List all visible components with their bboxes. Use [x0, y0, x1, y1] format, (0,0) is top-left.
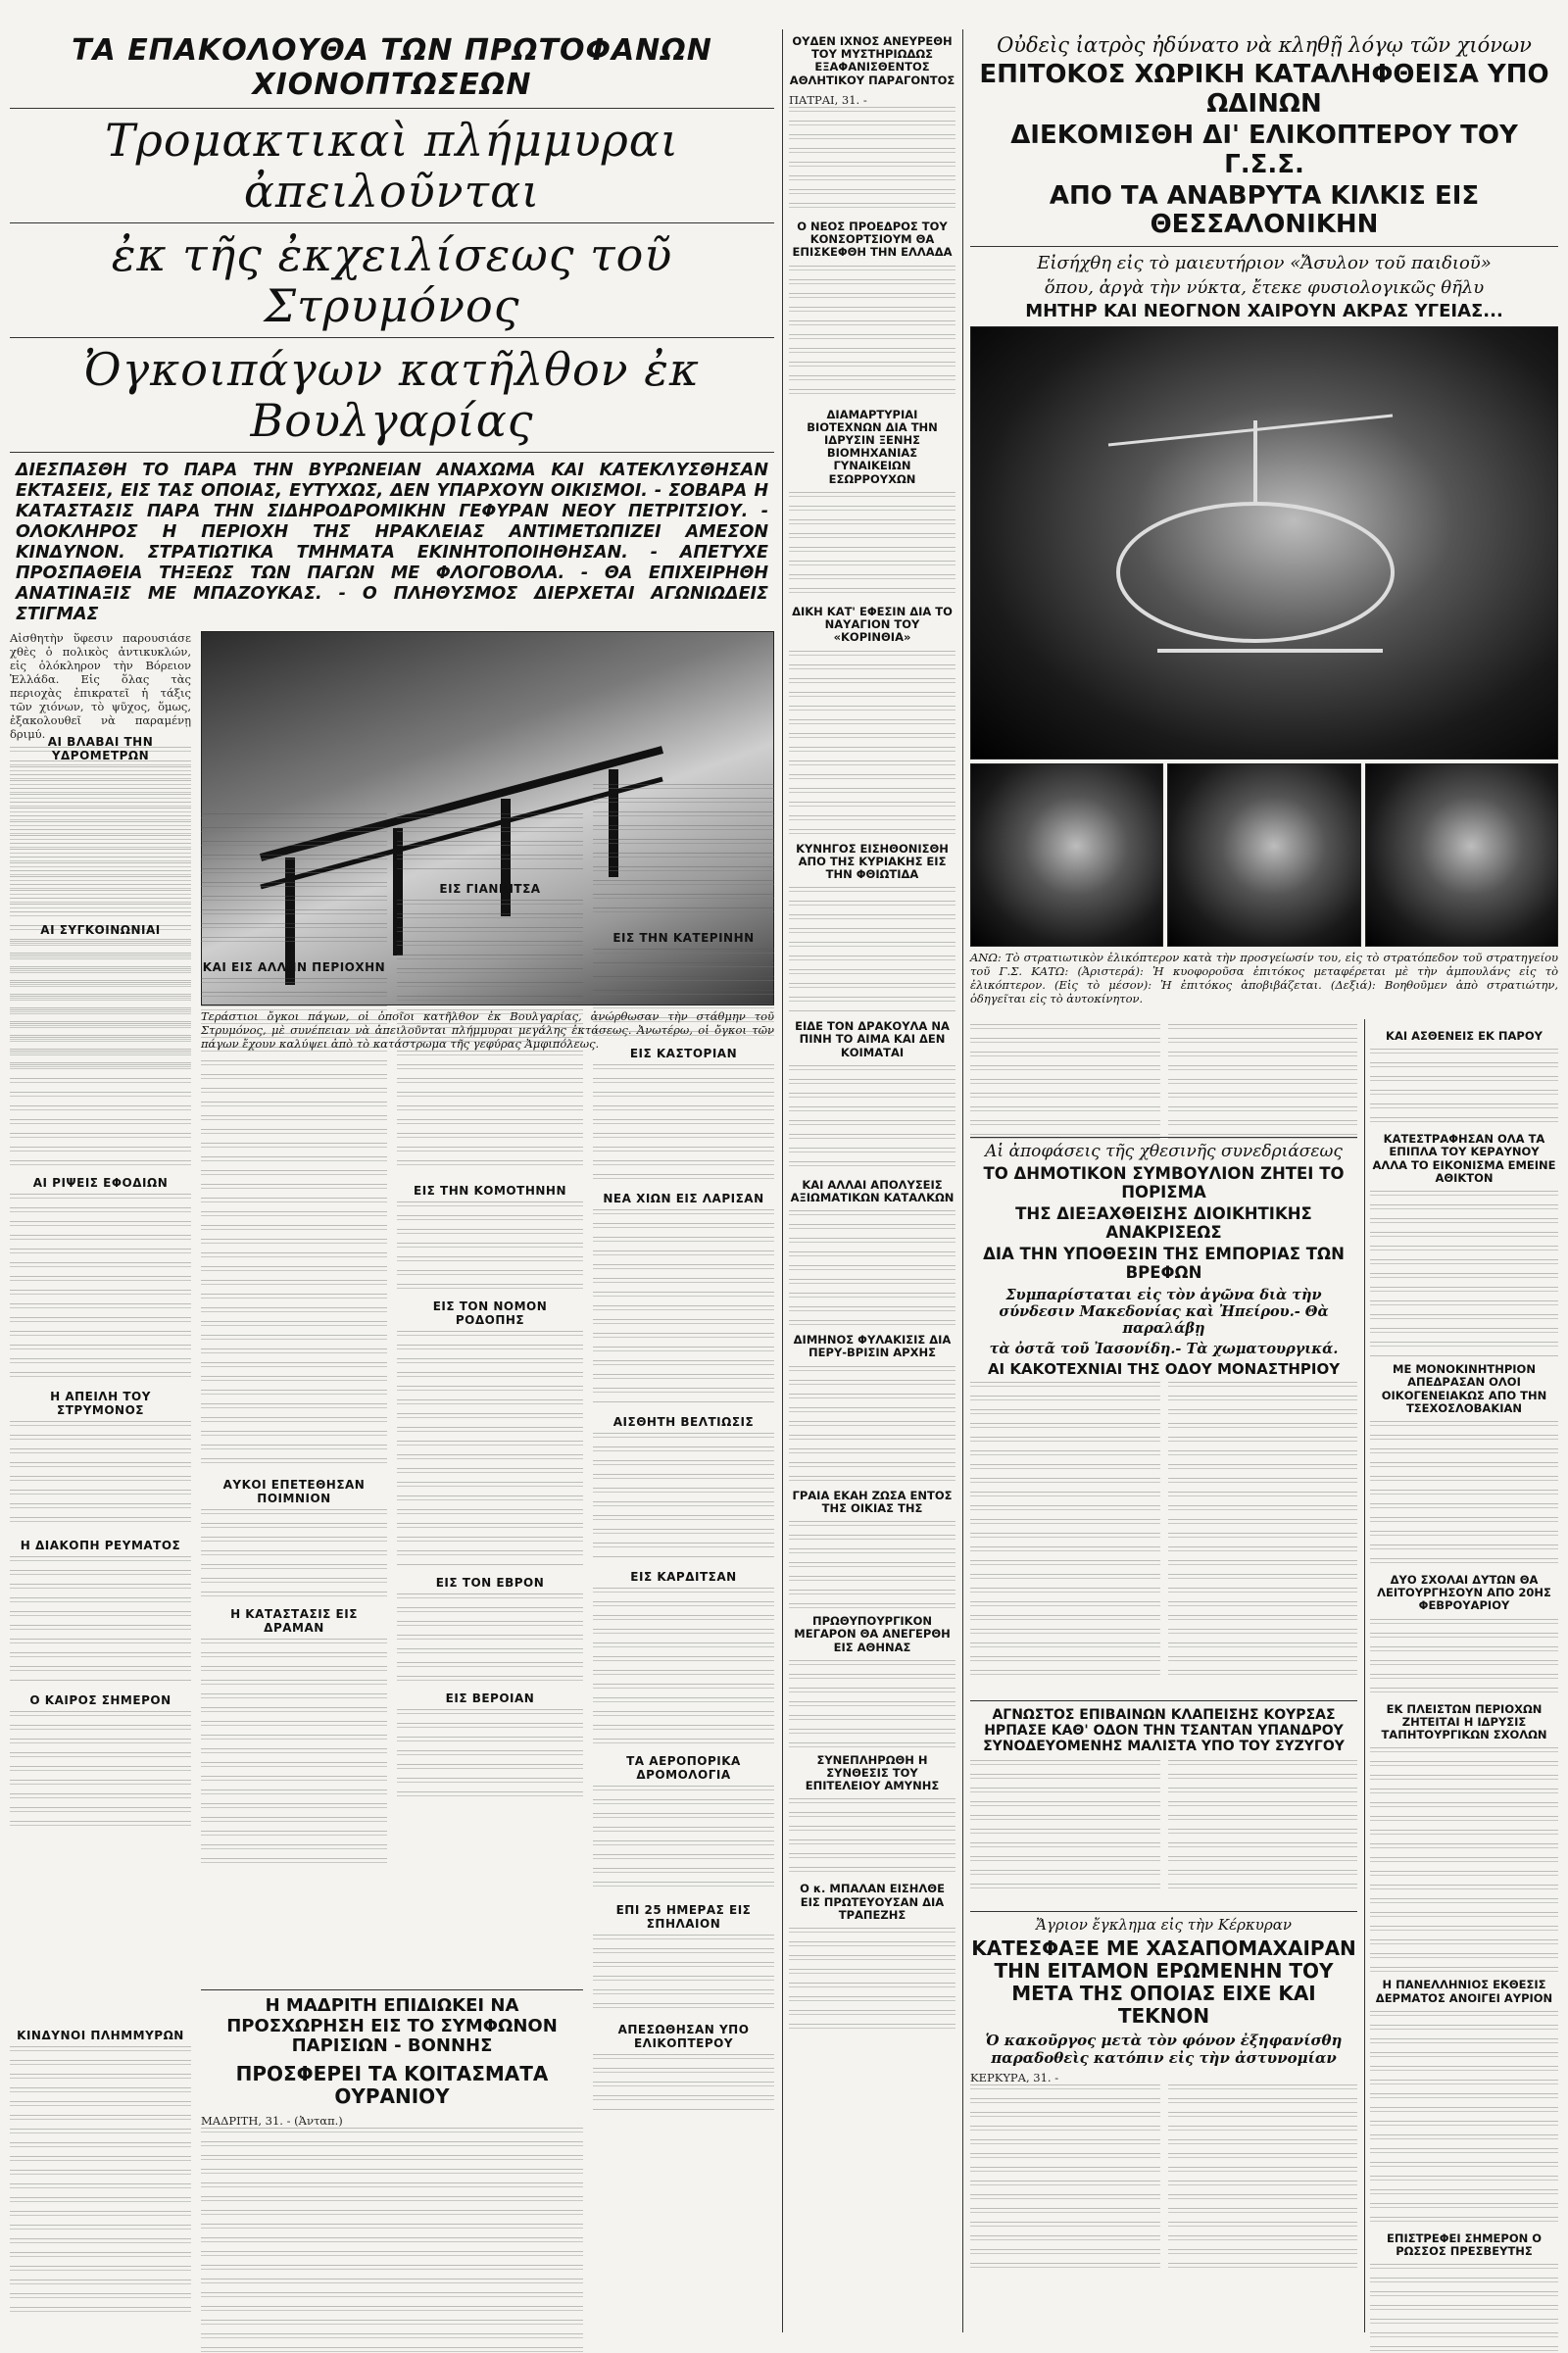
- column-rule: [962, 29, 963, 2332]
- madrid-dateline: ΜΑΔΡΙΤΗ, 31. - (Ἀνταπ.): [201, 2114, 343, 2129]
- text-lines: [1370, 2264, 1558, 2352]
- text-lines: [1168, 2084, 1358, 2271]
- section-subhead: ΕΙΣ ΚΑΡΔΙΤΣΑΝ: [630, 1570, 737, 1584]
- divider: [10, 108, 774, 109]
- text-lines: [789, 1928, 956, 2035]
- helicopter-icon: [971, 327, 1559, 759]
- corfu-headline: ΚΑΤΕΣΦΑΞΕ ΜΕ ΧΑΣΑΠΟΜΑΧΑΙΡΑΝ ΤΗΝ ΕΙΤΑΜΟΝ ΕΡΩΜΕΝΗΝ ΤΟΥ ΜΕΤΑ ΤΗΣ ΟΠΟΙΑΣ ΕΙΧΕ ΚΑΙ ΤΕΚΝΟΝ: [971, 1936, 1356, 2028]
- ambassador-headline: ΕΠΙΣΤΡΕΦΕΙ ΣΗΜΕΡΟΝ Ο ΡΩΣΣΟΣ ΠΡΕΣΒΕΥΤΗΣ: [1386, 2230, 1543, 2258]
- text-lines: [201, 813, 387, 951]
- text-lines: [789, 887, 956, 1014]
- hunter-headline: ΚΥΝΗΓΟΣ ΕΙΣΗΘΟΝΙΣΘΗ ΑΠΟ ΤΗΣ ΚΥΡΙΑΚΗΣ ΕΙΣ ΤΗΝ ΦΘΙΩΤΙΔΑ: [796, 841, 949, 881]
- text-lines: [789, 107, 956, 215]
- flood-banner-2: ἐκ τῆς ἐκχειλίσεως τοῦ Στρυμόνος: [111, 228, 673, 332]
- divider: [10, 452, 774, 453]
- section-subhead: ΑΙ ΒΛΑΒΑΙ ΤΗΝ ΥΔΡΟΜΕΤΡΩΝ: [47, 735, 154, 762]
- theft-headline: ΑΓΝΩΣΤΟΣ ΕΠΙΒΑΙΝΩΝ ΚΛΑΠΕΙΣΗΣ ΚΟΥΡΣΑΣ ΗΡΠΑΣΕ ΚΑΘ' ΟΔΟΝ ΤΗΝ ΤΣΑΝΤΑΝ ΥΠΑΝΔΡΟΥ ΣΥΝΟΔΕΥΟΜΕΝΗΣ ΜΑΛΙΣΤΑ ΥΠΟ ΤΟΥ ΣΥΖΥΓΟΥ: [983, 1707, 1345, 1755]
- text-lines: [789, 651, 956, 837]
- carpet-schools-headline: ΕΚ ΠΛΕΙΣΤΩΝ ΠΕΡΙΟΧΩΝ ΖΗΤΕΙΤΑΙ Η ΙΔΡΥΣΙΣ ΤΑΠΗΤΟΥΡΓΙΚΩΝ ΣΧΟΛΩΝ: [1381, 1701, 1547, 1742]
- section-subhead: ΕΠΙ 25 ΗΜΕΡΑΣ ΕΙΣ ΣΠΗΛΑΙΟΝ: [615, 1903, 752, 1931]
- council-headline-2: ΤΗΣ ΔΙΕΞΑΧΘΕΙΣΗΣ ΔΙΟΙΚΗΤΙΚΗΣ ΑΝΑΚΡΙΣΕΩΣ: [1015, 1203, 1312, 1242]
- council-sub-2: τὰ ὀστᾶ τοῦ Ἰασονίδη.- Τὰ χωματουργικά.: [989, 1340, 1339, 1357]
- text-lines: [593, 1433, 774, 1560]
- madrid-headline-1: Η ΜΑΔΡΙΤΗ ΕΠΙΔΙΩΚΕΙ ΝΑ ΠΡΟΣΧΩΡΗΣΗ ΕΙΣ ΤΟ ΣΥΜΦΩΝΟΝ ΠΑΡΙΣΙΩΝ - ΒΟΝΝΗΣ: [226, 1995, 558, 2057]
- text-lines: [1168, 1024, 1358, 1142]
- column-rule: [782, 29, 783, 2332]
- council-headline-3: ΔΙΑ ΤΗΝ ΥΠΟΘΕΣΙΝ ΤΗΣ ΕΜΠΟΡΙΑΣ ΤΩΝ ΒΡΕΦΩΝ: [983, 1244, 1345, 1282]
- section-subhead: ΕΙΣ ΒΕΡΟΙΑΝ: [445, 1691, 535, 1705]
- flood-col-1: [10, 725, 191, 1999]
- text-lines: [970, 1760, 1160, 1897]
- text-lines: [789, 1210, 956, 1328]
- section-subhead: ΕΙΣ ΓΙΑΝΝΙΤΣΑ: [439, 882, 541, 896]
- text-lines: [1370, 1619, 1558, 1697]
- flood-col-1-bottom: [10, 2019, 191, 2332]
- protest-headline: ΔΙΑΜΑΡΤΥΡΙΑΙ ΒΙΟΤΕΧΝΩΝ ΔΙΑ ΤΗΝ ΙΔΡΥΣΙΝ ΞΕΝΗΣ ΒΙΟΜΗΧΑΝΙΑΣ ΓΥΝΑΙΚΕΙΩΝ ΕΣΩΡΡΟΥΧΩΝ: [807, 407, 938, 486]
- section-subhead: Η ΔΙΑΚΟΠΗ ΡΕΥΜΑΤΟΣ: [20, 1539, 181, 1552]
- helicopter-photo-caption: ΑΝΩ: Τὸ στρατιωτικὸν ἐλικόπτερον κατὰ τὴν προσγείωσίν του, εἰς τὸ στρατόπεδον τοῦ στρατηγείου τοῦ Γ.Σ. ΚΑΤΩ: (Ἀριστερά): Ἡ κυοφοροῦσα ἐπιτόκος μεταφέρεται μὲ τὴν ἀμπουλάνς εἰς τὸ ἐλικόπτερον. (Εἰς τὸ μέσον): Ἡ ἐπιτόκος ἀποβιβάζεται. (Δεξιά): Βοηθοῦμεν ἀπὸ στρατιώτην, ὁδηγεῖται εἰς τὸ ἀυτοκίνητον.: [970, 951, 1558, 1006]
- text-lines: [10, 1556, 191, 1684]
- text-lines: [397, 1593, 583, 1682]
- flood-intro: Αἰσθητὴν ὕφεσιν παρουσιάσε χθὲς ὁ πολικὸς ἀντικυκλών, εἰς ὁλόκληρον τὴν Βόρειον Ἑλλάδα. Εἰς ὅλας τὰς περιοχὰς ἐπικρατεῖ ἡ τάξις τῶν χιόνων, τὸ ψῦχος, ὅμως, ἐξακολουθεῖ νὰ παραμένῃ δριμύ.: [10, 631, 191, 741]
- helicopter-sub-1: Εἰσήχθη εἰς τὸ μαιευτήριον «Ἄσυλον τοῦ παιδιοῦ»: [1037, 253, 1492, 274]
- divider: [10, 337, 774, 338]
- text-lines: [593, 2054, 774, 2113]
- section-subhead: ΑΥΚΟΙ ΕΠΕΤΕΘΗΣΑΝ ΠΟΙΜΝΙΟΝ: [222, 1478, 366, 1505]
- section-subhead: ΤΑ ΑΕΡΟΠΟΡΙΚΑ ΔΡΟΜΟΛΟΓΙΑ: [626, 1754, 741, 1782]
- section-subhead: ΕΙΣ ΤΟΝ ΝΟΜΟΝ ΡΟΔΟΠΗΣ: [432, 1299, 548, 1327]
- text-lines: [1168, 1760, 1358, 1897]
- helicopter-sub-2: ὅπου, ἀργὰ τὴν νύκτα, ἔτεκε φυσιολογικῶς θῆλυ: [1044, 277, 1485, 299]
- helicopter-photo: [970, 326, 1558, 760]
- text-lines: [1370, 1191, 1558, 1357]
- section-subhead: ΚΑΙ ΕΙΣ ΑΛΛΗΝ ΠΕΡΙΟΧΗΝ: [202, 960, 386, 974]
- middle-column: [789, 29, 956, 2332]
- flood-banner-3: Ὀγκοιπάγων κατῆλθον ἐκ Βουλγαρίας: [83, 343, 701, 447]
- section-subhead: Η ΑΠΕΙΛΗ ΤΟΥ ΣΤΡΥΜΟΝΟΣ: [50, 1390, 151, 1417]
- text-lines: [789, 1065, 956, 1173]
- helicopter-headline-3: ΑΠΟ ΤΑ ΑΝΑΒΡΥΤΑ ΚΙΛΚΙΣ ΕΙΣ ΘΕΣΣΑΛΟΝΙΚΗΝ: [1049, 180, 1480, 240]
- text-lines: [1370, 1747, 1558, 1973]
- section-subhead: ΕΙΣ ΚΑΣΤΟΡΙΑΝ: [629, 1047, 738, 1060]
- section-subhead: ΕΙΣ ΤΗΝ ΚΟΜΟΤΗΝΗΝ: [414, 1184, 566, 1198]
- flood-kicker: ΤΑ ΕΠΑΚΟΛΟΥΘΑ ΤΩΝ ΠΡΩΤΟΦΑΝΩΝ ΧΙΟΝΟΠΤΩΣΕΩΝ: [72, 33, 712, 102]
- helicopter-headline-1: ΕΠΙΤΟΚΟΣ ΧΩΡΙΚΗ ΚΑΤΑΛΗΦΘΕΙΣΑ ΥΠΟ ΩΔΙΝΩΝ: [979, 60, 1549, 119]
- theft-story: [970, 1700, 1357, 1902]
- section-subhead: Ο ΚΑΙΡΟΣ ΣΗΜΕΡΟΝ: [29, 1693, 172, 1707]
- helicopter-story: [970, 29, 1558, 1049]
- prison-headline: ΔΙΜΗΝΟΣ ΦΥΛΑΚΙΣΙΣ ΔΙΑ ΠΕΡΥ-ΒΡΙΣΙΝ ΑΡΧΗΣ: [793, 1333, 952, 1360]
- text-lines: [1370, 2011, 1558, 2227]
- text-lines: [789, 1366, 956, 1484]
- helicopter-photo-strip: [970, 763, 1558, 947]
- dracula-headline: ΕΙΔΕ ΤΟΝ ΔΡΑΚΟΥΛΑ ΝΑ ΠΙΝΗ ΤΟ ΑΙΜΑ ΚΑΙ ΔΕΝ ΚΟΙΜΑΤΑΙ: [795, 1019, 950, 1059]
- bank-headline: Ο κ. ΜΠΑΛΑΝ ΕΙΣΗΛΘΕ ΕΙΣ ΠΡΩΤΕΥΟΥΣΑΝ ΔΙΑ ΤΡΑΠΕΖΗΣ: [800, 1882, 945, 1922]
- column-rule: [1364, 1019, 1365, 2332]
- defense-staff-headline: ΣΥΝΕΠΛΗΡΩΘΗ Η ΣΥΝΘΕΣΙΣ ΤΟΥ ΕΠΙΤΕΛΕΙΟΥ ΑΜΥΝΗΣ: [805, 1752, 940, 1793]
- corfu-story: [970, 1911, 1357, 2333]
- missing-athlete-headline: ΟΥΔΕΝ ΙΧΝΟΣ ΑΝΕΥΡΕΘΗ ΤΟΥ ΜΥΣΤΗΡΙΩΔΩΣ ΕΞΑΦΑΝΙΣΘΕΝΤΟΣ ΑΘΛΗΤΙΚΟΥ ΠΑΡΑΓΟΝΤΟΣ: [789, 34, 956, 87]
- section-subhead: ΚΙΝΔΥΝΟΙ ΠΛΗΜΜΥΡΩΝ: [17, 2029, 184, 2042]
- text-lines: [10, 1194, 191, 1380]
- council-sub-1: Συμπαρίσταται εἰς τὸν ἀγῶνα διὰ τὴν σύνδεσιν Μακεδονίας καὶ Ἠπείρου.- Θὰ παραλάβῃ: [999, 1286, 1329, 1337]
- flood-col-4: [593, 784, 774, 2332]
- helicopter-sub-3: ΜΗΤΗΡ ΚΑΙ ΝΕΟΓΝΟΝ ΧΑΙΡΟΥΝ ΑΚΡΑΣ ΥΓΕΙΑΣ...: [1025, 301, 1503, 322]
- text-lines: [789, 1660, 956, 1748]
- divider: [10, 222, 774, 223]
- paros-headline: ΚΑΙ ΑΣΘΕΝΕΙΣ ΕΚ ΠΑΡΟΥ: [1386, 1029, 1543, 1043]
- corfu-sub: Ὁ κακοῦργος μετὰ τὸν φόνον ἐξηφανίσθη παραδοθεὶς κατόπιν εἰς τὴν ἀστυνομίαν: [985, 2032, 1343, 2067]
- flood-col-2: [201, 813, 387, 1980]
- officers-headline: ΚΑΙ ΑΛΛΑΙ ΑΠΟΛΥΣΕΙΣ ΑΞΙΩΜΑΤΙΚΩΝ ΚΑΤΑΛΚΩΝ: [790, 1177, 955, 1205]
- text-lines: [201, 1639, 387, 1864]
- lightning-headline: ΚΑΤΕΣΤΡΑΦΗΣΑΝ ΟΛΑ ΤΑ ΕΠΙΠΛΑ ΤΟΥ ΚΕΡΑΥΝΟΥ ΑΛΛΑ ΤΟ ΕΙΚΟΝΙΣΜΑ ΕΜΕΙΝΕ ΑΘΙΚΤΟΝ: [1372, 1132, 1556, 1185]
- flood-col-3: [397, 813, 583, 1980]
- text-lines: [789, 266, 956, 403]
- text-lines: [1370, 1049, 1558, 1127]
- text-lines: [593, 1064, 774, 1182]
- text-lines: [970, 1024, 1160, 1142]
- text-lines: [397, 1331, 583, 1566]
- section-subhead: ΕΙΣ ΤΟΝ ΕΒΡΟΝ: [435, 1576, 545, 1590]
- text-lines: [397, 900, 583, 1174]
- text-lines: [970, 1382, 1160, 1676]
- madrid-story: [201, 1989, 583, 2333]
- leather-expo-headline: Η ΠΑΝΕΛΛΗΝΙΟΣ ΕΚΘΕΣΙΣ ΔΕΡΜΑΤΟΣ ΑΝΟΙΓΕΙ ΑΥΡΙΟΝ: [1375, 1978, 1553, 2005]
- section-subhead: ΑΙ ΣΥΓΚΟΙΝΩΝΙΑΙ: [40, 923, 161, 937]
- ambulance-photo: [970, 763, 1163, 947]
- text-lines: [789, 492, 956, 600]
- section-subhead: Η ΚΑΤΑΣΤΑΣΙΣ ΕΙΣ ΔΡΑΜΑΝ: [230, 1607, 358, 1635]
- escape-headline: ΜΕ ΜΟΝΟΚΙΝΗΤΗΡΙΟΝ ΑΠΕΔΡΑΣΑΝ ΟΛΟΙ ΟΙΚΟΓΕΝΕΙΑΚΩΣ ΑΠΟ ΤΗΝ ΤΣΕΧΟΣΛΟΒΑΚΙΑΝ: [1381, 1362, 1547, 1415]
- text-lines: [201, 1509, 387, 1597]
- text-lines: [1370, 1421, 1558, 1568]
- council-headline-1: ΤΟ ΔΗΜΟΤΙΚΟΝ ΣΥΜΒΟΥΛΙΟΝ ΖΗΤΕΙ ΤΟ ΠΟΡΙΣΜΑ: [983, 1164, 1345, 1201]
- text-lines: [593, 1935, 774, 2013]
- text-lines: [593, 949, 774, 1037]
- corfu-dateline: ΚΕΡΚΥΡΑ, 31. -: [970, 2071, 1059, 2084]
- section-subhead: ΑΙΣΘΗΤΗ ΒΕΛΤΙΩΣΙΣ: [612, 1415, 755, 1429]
- text-lines: [397, 813, 583, 872]
- text-lines: [970, 2084, 1160, 2271]
- flood-photo-caption: Τεράστιοι ὄγκοι πάγων, οἱ ὁποῖοι κατῆλθον ἐκ Βουλγαρίας, ἀνώρθωσαν τὴν στάθμην τοῦ Στρυμόνος, μὲ συνέπειαν νὰ ἀπειλοῦνται πλήμμυραι μεγάλης ἐκτάσεως. Ἀνωτέρω, οἱ ὄγκοι τῶν πάγων ἔχουν καλύψει ἀπὸ τὸ κατάστρωμα τῆς γεφύρας Ἀμφιπόλεως.: [201, 1009, 774, 1051]
- divers-headline: ΔΥΟ ΣΧΟΛΑΙ ΔΥΤΩΝ ΘΑ ΛΕΙΤΟΥΡΓΗΣΟΥΝ ΑΠΟ 20ΗΣ ΦΕΒΡΟΥΑΡΙΟΥ: [1377, 1572, 1551, 1613]
- helicopter-headline-2: ΔΙΕΚΟΜΙΣΘΗ ΔΙ' ΕΛΙΚΟΠΤΕΡΟΥ ΤΟΥ Γ.Σ.Σ.: [1010, 120, 1518, 179]
- patras-dateline: ΠΑΤΡΑΙ, 31. -: [789, 92, 867, 107]
- text-lines: [201, 978, 387, 1468]
- section-subhead: ΑΙ ΡΙΨΕΙΣ ΕΦΟΔΙΩΝ: [32, 1176, 169, 1190]
- flood-banner-1: Τρομακτικαὶ πλήμμυραι ἀπειλοῦνται: [105, 114, 679, 218]
- madrid-headline-2: ΠΡΟΣΦΕΡΕΙ ΤΑ ΚΟΙΤΑΣΜΑΤΑ ΟΥΡΑΝΙΟΥ: [235, 2062, 549, 2109]
- soldier-photo: [1365, 763, 1558, 947]
- text-lines: [10, 1421, 191, 1529]
- corfu-kicker: Ἄγριον ἔγκλημα εἰς τὴν Κέρκυραν: [1036, 1916, 1292, 1934]
- disembark-photo: [1167, 763, 1360, 947]
- monastiriou-headline: ΑΙ ΚΑΚΟΤΕΧΝΙΑΙ ΤΗΣ ΟΔΟΥ ΜΟΝΑΣΤΗΡΙΟΥ: [987, 1359, 1341, 1378]
- pm-mansion-headline: ΠΡΩΘΥΠΟΥΡΓΙΚΟΝ ΜΕΓΑΡΟΝ ΘΑ ΑΝΕΓΕΡΘΗ ΕΙΣ ΑΘΗΝΑΣ: [794, 1614, 951, 1654]
- section-subhead: ΝΕΑ ΧΙΩΝ ΕΙΣ ΛΑΡΙΣΑΝ: [603, 1192, 764, 1205]
- flood-deck: ΔΙΕΣΠΑΣΘΗ ΤΟ ΠΑΡΑ ΤΗΝ ΒΥΡΩΝΕΙΑΝ ΑΝΑΧΩΜΑ ΚΑΙ ΚΑΤΕΚΛΥΣΘΗΣΑΝ ΕΚΤΑΣΕΙΣ, ΕΙΣ ΤΑΣ ΟΠΟΙΑΣ, ΕΥΤΥΧΩΣ, ΔΕΝ ΥΠΑΡΧΟΥΝ ΟΙΚΙΣΜΟΙ. - ΣΟΒΑΡΑ Η ΚΑΤΑΣΤΑΣΙΣ ΠΑΡΑ ΤΗΝ ΣΙΔΗΡΟΔΡΟΜΙΚΗΝ ΓΕΦΥΡΑΝ ΝΕΟΥ ΠΕΤΡΙΤΣΙΟΥ. - ΟΛΟΚΛΗΡΟΣ Η ΠΕΡΙΟΧΗ ΤΗΣ ΗΡΑΚΛΕΙΑΣ ΑΝΤΙΜΕΤΩΠΙΖΕΙ ΑΜΕΣΟΝ ΚΙΝΔΥΝΟΝ. ΣΤΡΑΤΙΩΤΙΚΑ ΤΜΗΜΑΤΑ ΕΚΙΝΗΤΟΠΟΙΗΘΗΣΑΝ. - ΑΠΕΤΥΧΕ ΠΡΟΣΠΑΘΕΙΑ ΤΗΞΕΩΣ ΤΩΝ ΠΑΓΩΝ ΜΕ ΦΛΟΓΟΒΟΛΑ. - ΘΑ ΕΠΙΧΕΙΡΗΘΗ ΑΝΑΤΙΝΑΞΙΣ ΜΕ ΜΠΑΖΟΥΚΑΣ. - Ο ΠΛΗΘΥΣΜΟΣ ΔΙΕΡΧΕΤΑΙ ΑΓΩΝΙΩΔΕΙΣ ΣΤΙΓΜΑΣ: [16, 461, 768, 624]
- burned-headline: ΓΡΑΙΑ ΕΚΑΗ ΖΩΣΑ ΕΝΤΟΣ ΤΗΣ ΟΙΚΙΑΣ ΤΗΣ: [792, 1488, 953, 1515]
- right-narrow-column: [1370, 1024, 1558, 2332]
- text-lines: [593, 1588, 774, 1744]
- korinthia-headline: ΔΙΚΗ ΚΑΤ' ΕΦΕΣΙΝ ΔΙΑ ΤΟ ΝΑΥΑΓΙΟΝ ΤΟΥ «ΚΟΡΙΝΘΙΑ»: [792, 604, 953, 645]
- text-lines: [201, 2128, 583, 2353]
- text-lines: [10, 1711, 191, 1829]
- council-kicker: Αἱ ἀποφάσεις τῆς χθεσινῆς συνεδριάσεως: [985, 1142, 1343, 1161]
- text-lines: [10, 2046, 191, 2321]
- consortium-headline: Ο ΝΕΟΣ ΠΡΟΕΔΡΟΣ ΤΟΥ ΚΟΝΣΟΡΤΣΙΟΥΜ ΘΑ ΕΠΙΣΚΕΦΘΗ ΤΗΝ ΕΛΛΑΔΑ: [792, 219, 953, 260]
- helicopter-kicker: Οὐδεὶς ἰατρὸς ἠδύνατο νὰ κληθῇ λόγῳ τῶν χιόνων: [997, 33, 1532, 57]
- section-subhead: ΕΙΣ ΤΗΝ ΚΑΤΕΡΙΝΗΝ: [612, 931, 755, 945]
- text-lines: [789, 1798, 956, 1877]
- text-lines: [593, 784, 774, 921]
- section-subhead: ΑΠΕΣΩΘΗΣΑΝ ΥΠΟ ΕΛΙΚΟΠΤΕΡΟΥ: [617, 2023, 750, 2050]
- text-lines: [1168, 1382, 1358, 1676]
- divider: [970, 246, 1558, 247]
- text-lines: [789, 1521, 956, 1609]
- text-lines: [397, 1201, 583, 1290]
- text-lines: [397, 1709, 583, 1797]
- council-story: [970, 1137, 1357, 1687]
- text-lines: [593, 1786, 774, 1893]
- text-lines: [593, 1209, 774, 1405]
- text-lines: [10, 766, 191, 913]
- text-lines: [10, 941, 191, 1166]
